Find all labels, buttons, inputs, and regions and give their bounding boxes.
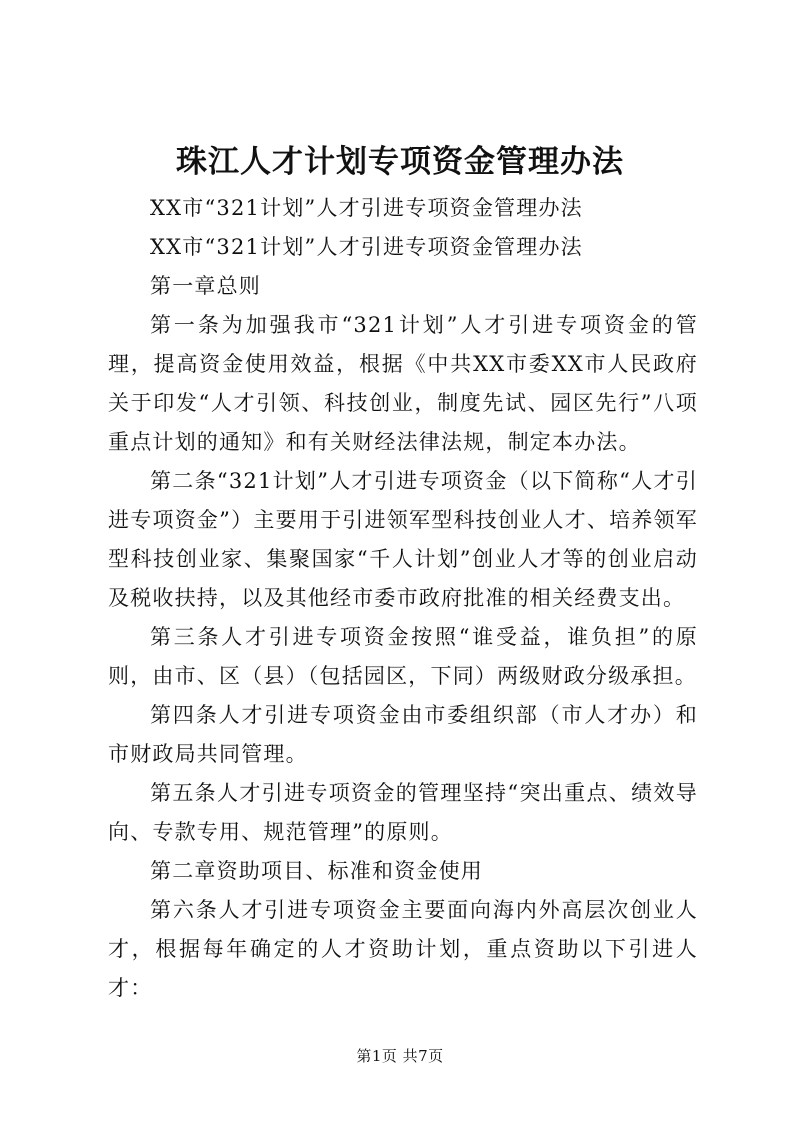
- chapter-heading-2: 第二章资助项目、标准和资金使用: [150, 859, 483, 883]
- article-6: 第六条人才引进专项资金主要面向海内外高层次创业人才，根据每年确定的人才资助计划，重点资助以下引进人才：: [108, 898, 698, 1000]
- article-4: 第四条人才引进专项资金由市委组织部（市人才办）和市财政局共同管理。: [108, 703, 698, 766]
- document-body: [108, 189, 698, 1008]
- article-2: 第二条“321计划”人才引进专项资金（以下简称“人才引进专项资金”）主要用于引进领军型科技创业人才、培养领军型科技创业家、集聚国家“千人计划”创业人才等的创业启动及税收扶持，以及其他经市委市政府批准的相关经费支出。: [108, 469, 698, 610]
- paragraph-subtitle-1: XX市“321计划”人才引进专项资金管理办法: [150, 196, 583, 220]
- article-3: 第三条人才引进专项资金按照“谁受益，谁负担”的原则，由市、区（县）（包括园区，下同）两级财政分级承担。: [108, 625, 698, 688]
- chapter-heading-1: 第一章总则: [150, 274, 261, 298]
- article-5: 第五条人才引进专项资金的管理坚持“突出重点、绩效导向、专款专用、规范管理”的原则。: [108, 781, 698, 844]
- page-number-footer: 第1页 共7页: [356, 1047, 444, 1065]
- document-title: 珠江人才计划专项资金管理办法: [176, 144, 624, 180]
- article-1: 第一条为加强我市“321计划”人才引进专项资金的管理，提高资金使用效益，根据《中共XX市委XX市人民政府关于印发“人才引领、科技创业，制度先试、园区先行”八项重点计划的通知》和有关财经法律法规，制定本办法。: [108, 313, 698, 454]
- paragraph-subtitle-2: XX市“321计划”人才引进专项资金管理办法: [150, 235, 583, 259]
